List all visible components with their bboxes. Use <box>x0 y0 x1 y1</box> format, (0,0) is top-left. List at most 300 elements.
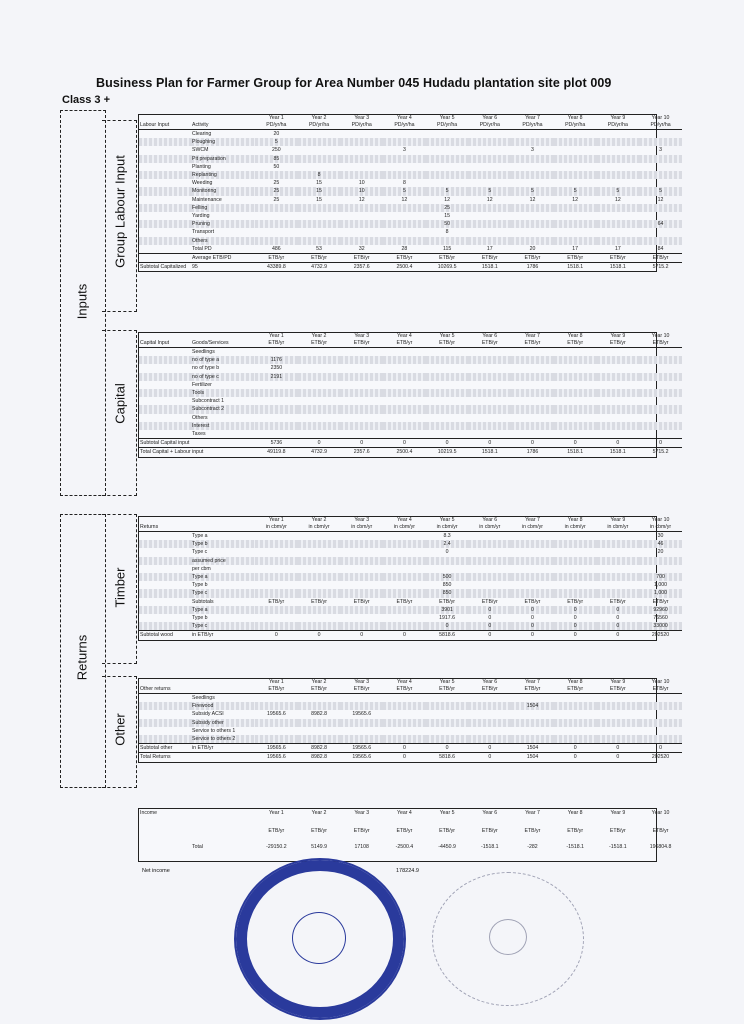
table-cell: 196804.8 <box>649 844 672 851</box>
table-cell <box>255 694 298 703</box>
stamp-center-emblem <box>292 912 346 964</box>
table-row <box>139 179 682 187</box>
table-cell: 0 <box>554 744 597 753</box>
table-cell <box>468 557 511 565</box>
table-cell <box>468 348 511 357</box>
table-cell: Year 6 <box>482 810 498 816</box>
table-cell <box>298 130 341 139</box>
table-cell: ETB/yr <box>639 254 682 263</box>
table-cell <box>191 827 255 835</box>
header-cell: Year 1 <box>268 333 284 339</box>
header-cell: Activity <box>192 122 209 128</box>
table-cell <box>139 356 191 364</box>
table-cell <box>340 414 383 422</box>
table-cell <box>298 364 341 372</box>
table-row <box>139 196 682 204</box>
header-cell: ETB/yr <box>396 686 413 692</box>
table-cell: 0 <box>597 606 640 614</box>
header-cell: Year 4 <box>397 679 412 685</box>
table-cell: in ETB/yr <box>191 631 255 640</box>
official-stamp-faded <box>432 872 584 1006</box>
table-cell: 4732.9 <box>298 263 341 272</box>
header-cell: ETB/yr <box>311 686 327 692</box>
timber-label: Timber <box>112 567 128 608</box>
header-cell <box>191 115 255 122</box>
table-cell: 1786 <box>511 448 554 457</box>
capital-input-table <box>138 332 670 458</box>
table-cell: 25 <box>426 204 469 212</box>
table-cell: Seedlings <box>191 348 255 357</box>
table-cell <box>511 710 554 718</box>
table-cell <box>426 397 469 405</box>
table-cell: 17108 <box>354 844 369 851</box>
table-cell: 8982.8 <box>298 744 341 753</box>
table-cell: 50 <box>426 220 469 228</box>
table-cell <box>139 581 191 589</box>
table-cell: 19565.6 <box>340 753 383 762</box>
table-cell <box>255 405 298 413</box>
header-cell: Returns <box>140 524 159 530</box>
header-cell <box>191 524 255 532</box>
table-cell <box>298 557 341 565</box>
table-cell <box>597 389 640 397</box>
table-cell: Type a <box>191 606 255 614</box>
table-cell: in ETB/yr <box>191 744 255 753</box>
table-cell <box>383 228 426 236</box>
table-cell <box>255 702 298 710</box>
table-cell <box>597 540 640 548</box>
table-row <box>139 719 682 727</box>
table-cell <box>340 397 383 405</box>
table-cell: Taxes <box>192 431 206 438</box>
table-cell <box>298 163 341 171</box>
table-cell: 0 <box>511 606 554 614</box>
table-cell: 0 <box>639 439 682 448</box>
table-cell <box>468 212 511 220</box>
table-cell: 20 <box>255 130 298 139</box>
table-cell <box>298 146 341 154</box>
table-cell <box>554 155 597 163</box>
table-cell <box>426 735 469 744</box>
table-cell <box>340 348 383 357</box>
table-row <box>139 710 682 718</box>
table-cell <box>298 204 341 212</box>
table-row <box>139 171 682 179</box>
table-cell <box>511 138 554 146</box>
table-cell: Replanting <box>191 171 255 179</box>
header-cell: Year 5 <box>439 679 455 685</box>
table-cell <box>511 532 554 541</box>
table-cell <box>468 163 511 171</box>
table-cell: SWCM <box>192 147 209 154</box>
stamp-faded-center-emblem <box>489 919 527 955</box>
table-cell <box>426 430 469 439</box>
table-cell <box>511 389 554 397</box>
table-cell: 12 <box>401 196 408 203</box>
table-cell <box>255 212 298 220</box>
table-cell <box>511 348 554 357</box>
table-cell: 12 <box>486 196 493 203</box>
table-row <box>139 155 682 163</box>
class-label: Class 3 + <box>62 94 111 106</box>
timber-returns-table <box>138 516 672 641</box>
table-cell <box>139 212 191 220</box>
table-cell: Pit preparation <box>191 155 255 163</box>
table-row <box>139 735 682 744</box>
table-cell <box>340 727 383 735</box>
table-cell <box>298 702 341 710</box>
table-cell <box>597 557 640 565</box>
table-cell <box>139 364 191 372</box>
table-cell <box>191 753 255 762</box>
table-cell: Year 8 <box>567 810 583 816</box>
table-cell <box>383 389 426 397</box>
table-cell: 0 <box>554 631 597 640</box>
table-cell: Fertilizer <box>192 381 212 388</box>
table-cell: -1518.1 <box>480 844 499 851</box>
table-cell: 17 <box>572 245 579 252</box>
table-cell <box>426 155 469 163</box>
table-cell: 1917.6 <box>439 615 456 622</box>
table-row <box>139 187 682 195</box>
table-cell: 95 <box>191 263 255 272</box>
table-cell <box>139 196 191 204</box>
table-row <box>139 540 682 548</box>
table-cell: Subsidy other <box>191 719 255 727</box>
table-cell: 0 <box>639 744 682 753</box>
table-cell <box>255 581 298 589</box>
table-cell <box>554 220 597 228</box>
table-header-row <box>139 517 682 524</box>
table-row <box>139 809 682 817</box>
table-cell: 2.4 <box>426 540 469 548</box>
table-cell: ETB/yr <box>468 254 511 263</box>
table-cell <box>554 532 597 541</box>
table-cell: 43389.8 <box>255 263 298 272</box>
table-cell <box>597 204 640 212</box>
table-cell <box>511 548 554 556</box>
header-cell: in cbm/yr <box>607 524 629 530</box>
table-cell: Subtotal other <box>139 744 191 753</box>
table-cell <box>383 727 426 735</box>
table-cell: 12 <box>657 196 664 203</box>
table-cell <box>468 702 511 710</box>
table-cell <box>597 397 640 405</box>
header-cell <box>191 333 255 340</box>
table-cell <box>468 356 511 364</box>
table-cell <box>554 179 597 187</box>
header-cell: Year 10 <box>651 115 670 121</box>
table-cell <box>255 389 298 397</box>
table-cell <box>639 204 682 212</box>
table-cell <box>468 228 511 236</box>
table-cell <box>383 614 426 622</box>
table-cell <box>340 532 383 541</box>
header-cell: Year 6 <box>482 333 498 339</box>
table-cell <box>383 548 426 556</box>
table-cell <box>298 727 341 735</box>
header-cell <box>191 517 255 524</box>
table-cell <box>554 228 597 236</box>
table-cell: Income <box>140 810 158 816</box>
table-row <box>139 631 682 640</box>
table-cell: 700 <box>639 573 682 581</box>
table-cell: Year 10 <box>651 810 670 816</box>
table-cell: Subtotals <box>192 598 214 605</box>
table-cell <box>340 581 383 589</box>
table-cell <box>298 614 341 622</box>
table-cell: ETB/yr <box>567 828 584 835</box>
header-cell: ETB/yr <box>567 686 584 692</box>
table-cell <box>255 237 298 245</box>
header-cell: ETB/yr <box>439 686 456 692</box>
table-row <box>139 727 682 735</box>
table-cell <box>139 237 191 245</box>
header-cell: Year 2 <box>311 517 327 523</box>
table-cell <box>554 573 597 581</box>
table-cell: 2500.4 <box>383 448 426 457</box>
table-cell: Year 3 <box>354 810 370 816</box>
table-cell: ETB/yr <box>554 254 597 263</box>
header-cell: Year 9 <box>610 115 626 121</box>
header-cell: in cbm/yr <box>393 524 415 530</box>
table-cell <box>554 557 597 565</box>
table-cell <box>383 405 426 413</box>
header-cell: Year 7 <box>525 115 540 121</box>
table-cell <box>298 540 341 548</box>
other-label: Other <box>112 713 128 746</box>
table-cell <box>511 581 554 589</box>
table-cell <box>383 589 426 597</box>
table-cell: Seedlings <box>191 694 255 703</box>
table-cell <box>298 220 341 228</box>
table-cell <box>255 348 298 357</box>
table-cell: 1518.1 <box>597 448 640 457</box>
table-cell: 5715.2 <box>639 263 682 272</box>
table-cell: 1504 <box>511 753 554 762</box>
table-cell <box>298 573 341 581</box>
table-cell <box>139 827 191 835</box>
header-cell: Year 2 <box>311 679 327 685</box>
table-cell <box>383 710 426 718</box>
table-cell <box>554 204 597 212</box>
table-cell: 0 <box>383 744 426 753</box>
table-cell: 19565.6 <box>266 711 286 718</box>
table-row <box>139 245 682 254</box>
header-cell: in cbm/yr <box>479 524 501 530</box>
table-cell <box>139 557 191 565</box>
table-cell <box>597 719 640 727</box>
header-cell: in cbm/yr <box>650 524 672 530</box>
table-cell <box>554 171 597 179</box>
header-cell: in cbm/yr <box>308 524 330 530</box>
table-cell: no of type a <box>191 356 255 364</box>
header-cell: ETB/yr <box>268 686 285 692</box>
table-cell <box>426 348 469 357</box>
table-cell: 20 <box>657 549 664 556</box>
header-cell: Goods/Services <box>192 340 229 346</box>
table-cell: 2357.6 <box>340 263 383 272</box>
table-cell: Planting <box>192 163 211 170</box>
table-cell <box>597 532 640 541</box>
table-cell: ETB/yr <box>311 828 327 835</box>
table-cell <box>340 614 383 622</box>
header-cell: ETB/yr <box>396 340 413 346</box>
table-cell: Year 9 <box>610 810 626 816</box>
table-cell <box>554 710 597 718</box>
other-returns-table <box>138 678 670 763</box>
table-cell: Total Capital + Labour input <box>140 449 204 456</box>
table-row <box>139 204 682 212</box>
table-cell <box>139 163 191 171</box>
table-cell <box>255 414 298 422</box>
table-cell <box>511 179 554 187</box>
table-cell <box>255 381 298 389</box>
table-cell <box>139 614 191 622</box>
table-cell: 19565.6 <box>255 744 298 753</box>
table-cell <box>139 138 191 146</box>
table-row <box>139 364 682 372</box>
table-cell: Type c <box>192 549 208 556</box>
table-cell <box>340 389 383 397</box>
header-cell: ETB/yr <box>524 686 541 692</box>
table-cell <box>340 364 383 372</box>
header-cell: PD/yr/ha <box>565 122 586 128</box>
table-cell: Type b <box>192 615 208 622</box>
table-cell: assumed price <box>191 557 255 565</box>
table-cell <box>255 220 298 228</box>
table-cell: no of type b <box>192 365 220 372</box>
table-cell <box>298 548 341 556</box>
table-cell: 28 <box>401 245 408 252</box>
table-cell: Ploughing <box>191 138 255 146</box>
table-cell <box>554 589 597 597</box>
header-cell: Year 10 <box>651 679 670 685</box>
table-cell: 30 <box>639 532 682 541</box>
table-cell <box>139 843 191 851</box>
table-cell <box>639 130 682 139</box>
table-cell <box>511 381 554 389</box>
table-cell: Type b <box>192 582 208 589</box>
header-cell: ETB/yr <box>353 340 370 346</box>
table-cell <box>639 422 682 430</box>
table-cell: 85 <box>255 155 298 163</box>
table-cell <box>511 204 554 212</box>
table-cell <box>511 589 554 597</box>
header-cell: Other returns <box>140 686 171 692</box>
table-cell: 2350 <box>270 365 283 372</box>
table-cell <box>597 373 640 381</box>
table-cell: Weeding <box>192 180 213 187</box>
table-cell <box>255 557 298 565</box>
table-cell <box>426 389 469 397</box>
table-cell <box>468 389 511 397</box>
table-cell <box>597 735 640 744</box>
table-cell: -282 <box>527 844 538 851</box>
table-row <box>139 581 682 589</box>
header-cell: Year 3 <box>354 679 370 685</box>
table-cell <box>639 694 682 703</box>
table-cell <box>426 414 469 422</box>
header-cell: PD/yr/ha <box>394 122 415 128</box>
header-cell: in cbm/yr <box>351 524 373 530</box>
table-cell <box>468 422 511 430</box>
table-cell <box>255 573 298 581</box>
table-cell <box>383 171 426 179</box>
header-cell: PD/yr/ha <box>308 122 330 128</box>
table-cell <box>383 155 426 163</box>
table-cell: 20 <box>529 245 536 252</box>
table-cell <box>511 356 554 364</box>
table-cell: 10219.5 <box>426 448 469 457</box>
table-cell <box>554 727 597 735</box>
table-cell <box>468 532 511 541</box>
table-cell <box>597 237 640 245</box>
table-cell <box>426 557 469 565</box>
table-row <box>139 548 682 556</box>
table-cell <box>554 581 597 589</box>
table-cell <box>511 565 554 573</box>
table-header-row <box>139 340 682 348</box>
table-cell: 12 <box>529 196 536 203</box>
table-cell: 8982.8 <box>311 711 327 718</box>
table-cell <box>468 581 511 589</box>
header-cell: ETB/yr <box>481 686 498 692</box>
table-row <box>139 589 682 597</box>
table-cell: ETB/yr <box>255 254 298 263</box>
table-cell: 8 <box>402 180 406 187</box>
table-cell <box>139 430 191 439</box>
table-cell: 0 <box>511 439 554 448</box>
table-cell <box>597 589 640 597</box>
table-cell <box>639 163 682 171</box>
header-cell: Year 8 <box>567 115 583 121</box>
table-cell <box>139 622 191 631</box>
table-cell: Subtotal Capitalized <box>139 263 191 272</box>
table-cell <box>554 381 597 389</box>
table-cell <box>383 719 426 727</box>
table-cell: ETB/yr <box>268 828 285 835</box>
table-cell <box>511 573 554 581</box>
table-cell: 1786 <box>511 263 554 272</box>
header-cell: Year 7 <box>525 333 540 339</box>
table-cell <box>139 155 191 163</box>
table-cell <box>639 430 682 439</box>
header-cell <box>139 517 191 524</box>
table-cell: 53 <box>316 245 322 252</box>
table-cell: 5 <box>597 187 640 195</box>
table-cell: Year 4 <box>397 810 412 816</box>
header-cell: Year 2 <box>311 333 327 339</box>
table-cell <box>383 557 426 565</box>
table-cell: 0 <box>616 615 620 622</box>
table-cell <box>298 422 341 430</box>
header-cell <box>139 679 191 686</box>
table-cell: 12 <box>614 196 621 203</box>
table-cell: ETB/yr <box>298 254 341 263</box>
table-cell <box>554 735 597 744</box>
table-header-row <box>139 333 682 340</box>
table-cell <box>426 130 469 139</box>
table-row <box>139 439 682 448</box>
table-row <box>139 614 682 622</box>
table-cell <box>554 356 597 364</box>
table-cell <box>139 130 191 139</box>
table-cell <box>255 204 298 212</box>
table-cell <box>597 381 640 389</box>
table-row <box>139 598 682 606</box>
table-cell: Year 1 <box>268 810 284 816</box>
